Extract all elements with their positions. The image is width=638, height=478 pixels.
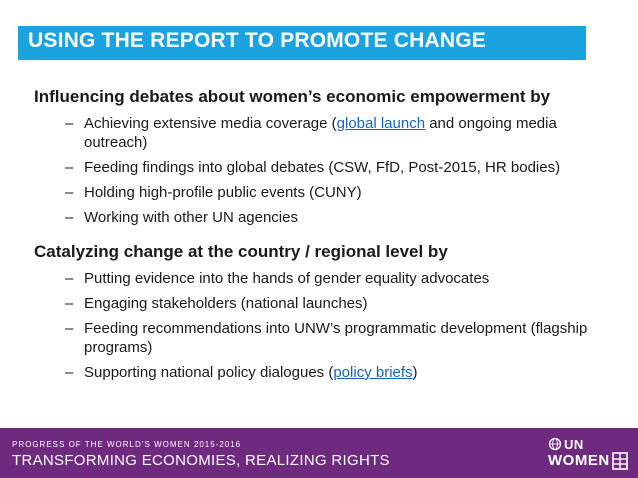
list-item <box>34 269 624 288</box>
bullet-dash: – <box>65 320 74 337</box>
bullet-dash: – <box>65 364 74 381</box>
bullet-dash: – <box>65 270 74 287</box>
list-item <box>34 183 624 202</box>
un-women-logo <box>548 436 630 472</box>
section-heading-catalyzing: Catalyzing change at the country / regional level by <box>34 242 448 261</box>
list-item <box>34 363 624 382</box>
bullet-list-influencing <box>34 114 624 227</box>
un-globe-icon <box>548 437 562 451</box>
item-text: Supporting national policy dialogues ( <box>84 364 334 381</box>
item-text: Putting evidence into the hands of gender equality advocates <box>84 270 490 287</box>
bullet-dash: – <box>65 159 74 176</box>
item-text: Engaging stakeholders (national launches) <box>84 295 368 312</box>
bullet-dash: – <box>65 184 74 201</box>
logo-un-text: UN <box>564 437 584 452</box>
item-text: and ongoing media outreach) <box>84 115 557 151</box>
list-item <box>34 114 624 152</box>
item-text: Achieving extensive media coverage ( <box>84 115 337 132</box>
list-item <box>34 294 624 313</box>
bullet-dash: – <box>65 209 74 226</box>
item-text: Working with other UN agencies <box>84 209 298 226</box>
footer-report-name: PROGRESS OF THE WORLD’S WOMEN 2015-2016 <box>12 440 242 449</box>
policy-briefs-link[interactable]: policy briefs <box>333 364 413 381</box>
footer-report-subtitle: TRANSFORMING ECONOMIES, REALIZING RIGHTS <box>12 452 390 469</box>
bullet-list-catalyzing <box>34 269 624 382</box>
slide-content <box>34 86 624 388</box>
global-launch-link[interactable]: global launch <box>336 115 426 132</box>
section-heading-influencing: Influencing debates about women’s economic empowerment by <box>34 87 551 106</box>
title-bar <box>18 26 586 60</box>
footer-banner <box>0 428 638 478</box>
list-item <box>34 319 624 357</box>
un-women-emblem-icon <box>612 452 628 470</box>
logo-women-text: WOMEN <box>548 452 610 469</box>
list-item <box>34 208 624 227</box>
item-text: Holding high-profile public events (CUNY) <box>84 184 362 201</box>
item-text: Feeding findings into global debates (CSW, FfD, Post-2015, HR bodies) <box>84 159 561 176</box>
item-text: ) <box>412 364 418 381</box>
slide-title: USING THE REPORT TO PROMOTE CHANGE <box>28 29 486 52</box>
bullet-dash: – <box>65 115 74 132</box>
item-text: Feeding recommendations into UNW’s programmatic development (flagship programs) <box>84 320 588 356</box>
bullet-dash: – <box>65 295 74 312</box>
list-item <box>34 158 624 177</box>
